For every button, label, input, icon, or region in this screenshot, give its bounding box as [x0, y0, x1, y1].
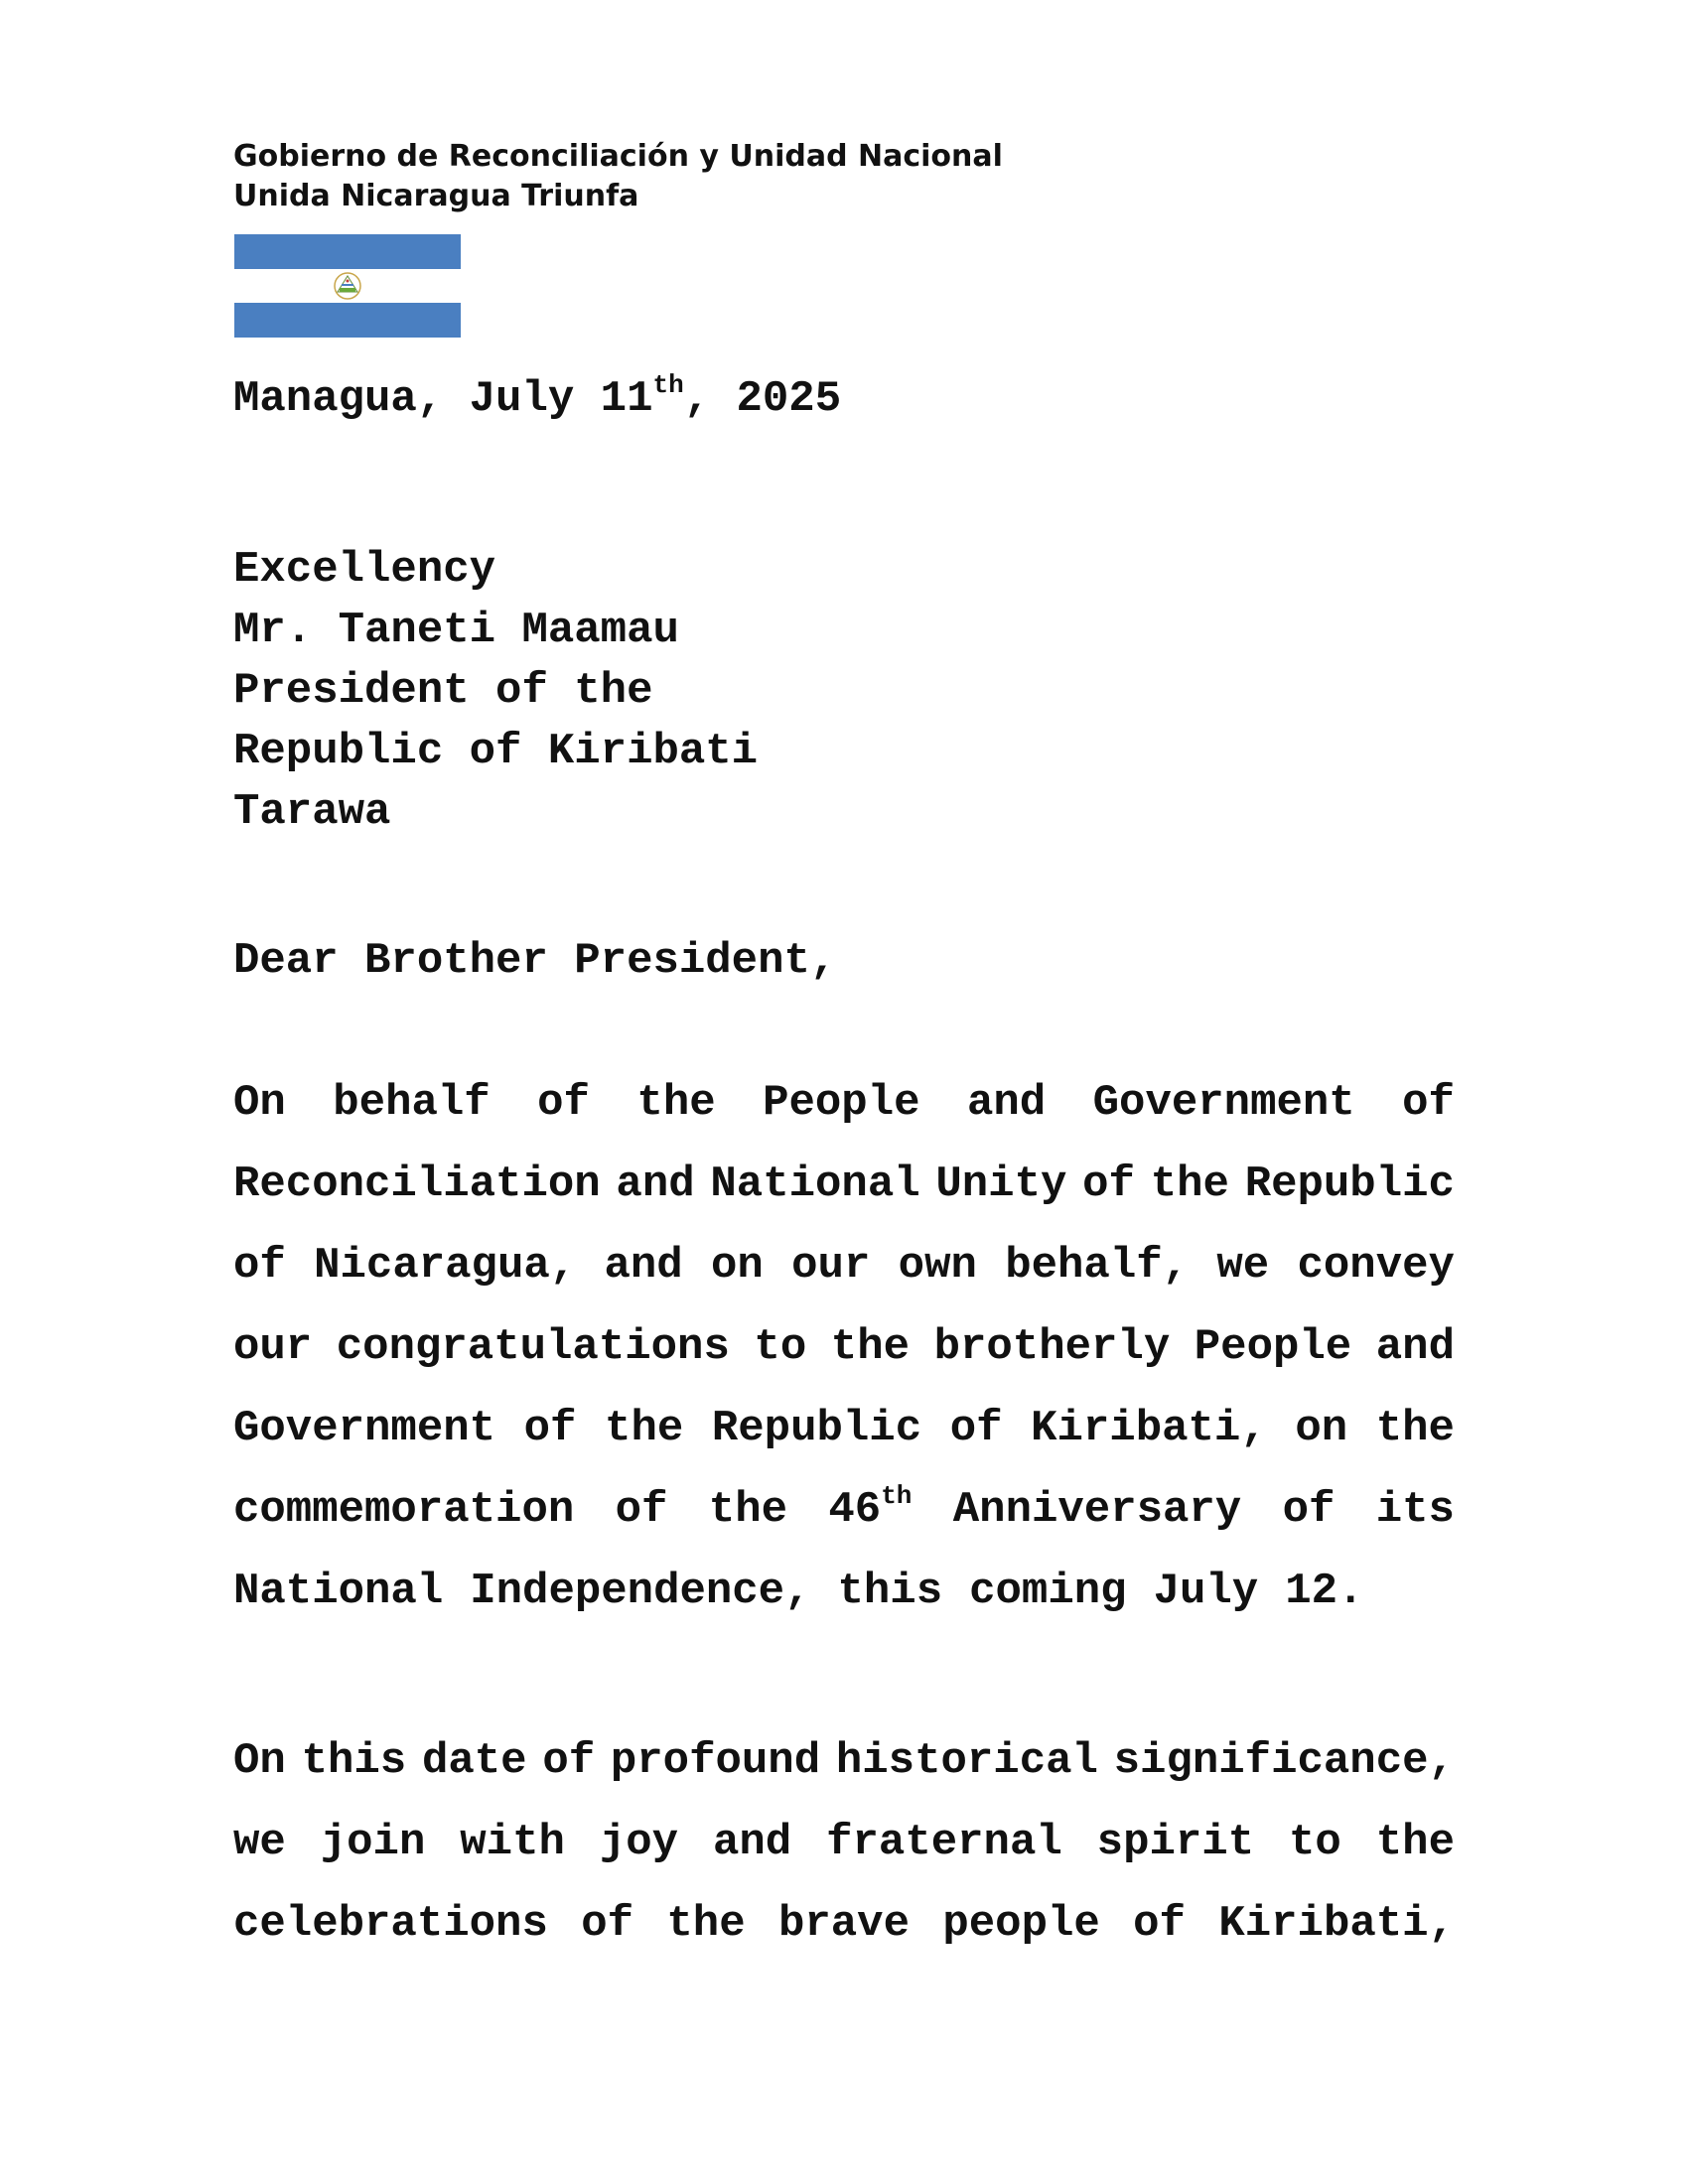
word: brave [777, 1899, 910, 1949]
paragraph-line [233, 1306, 1455, 1388]
word: and [712, 1818, 792, 1867]
word: on [711, 1241, 764, 1291]
salutation: Dear Brother President, [233, 936, 837, 986]
word: of [537, 1078, 590, 1128]
paragraph-line [233, 1388, 1455, 1469]
date-suffix: , 2025 [683, 374, 842, 424]
word: profound [610, 1736, 821, 1786]
date-prefix: Managua, July 11 [233, 374, 653, 424]
word: celebrations [233, 1899, 548, 1949]
word: commemoration [233, 1485, 575, 1535]
word: of [615, 1485, 668, 1535]
word: we [1216, 1241, 1270, 1291]
word: own [898, 1241, 977, 1291]
word: join [320, 1818, 426, 1867]
letterhead-slogan: Unida Nicaragua Triunfa [233, 179, 639, 213]
word: brotherly [933, 1322, 1171, 1372]
paragraph-line [233, 1144, 1455, 1225]
word: Government [233, 1404, 496, 1453]
word: and [616, 1160, 695, 1209]
word: our [233, 1322, 313, 1372]
word: on [1295, 1404, 1348, 1453]
word: of [523, 1404, 577, 1453]
word: of [1133, 1899, 1186, 1949]
word: Anniversary [952, 1485, 1242, 1535]
paragraph-line [233, 1062, 1455, 1144]
word: coming [969, 1567, 1127, 1616]
word: of [1082, 1160, 1135, 1209]
word: Government [1092, 1078, 1355, 1128]
word: Republic [711, 1404, 922, 1453]
word: the [830, 1322, 911, 1372]
word: 12. [1285, 1567, 1364, 1616]
recipient-address [233, 540, 758, 843]
word: we [233, 1818, 286, 1867]
word: historical [835, 1736, 1098, 1786]
word: the [708, 1485, 788, 1535]
address-line: Mr. Taneti Maamau [233, 606, 679, 655]
body-paragraph-1 [233, 1062, 1455, 1632]
word: the [1375, 1818, 1455, 1867]
word: of [949, 1404, 1003, 1453]
nicaragua-flag-icon [234, 234, 461, 338]
address-line: Republic of Kiribati [233, 727, 759, 776]
word: congratulations [336, 1322, 730, 1372]
word: and [966, 1078, 1047, 1128]
paragraph-line [233, 1883, 1455, 1965]
word: of [1282, 1485, 1336, 1535]
word: National [233, 1567, 444, 1616]
word: Reconciliation [233, 1160, 601, 1209]
body-paragraph-2 [233, 1720, 1455, 1965]
word: our [791, 1241, 871, 1291]
word: this [301, 1736, 407, 1786]
address-line: President of the [233, 666, 653, 716]
word: of [233, 1241, 286, 1291]
word: to [1289, 1818, 1341, 1867]
word: of [581, 1899, 634, 1949]
word: of [1402, 1078, 1455, 1128]
word: its [1375, 1485, 1455, 1535]
letterhead [233, 137, 1003, 216]
word: Unity [935, 1160, 1067, 1209]
word: People [763, 1078, 920, 1128]
word: to [754, 1322, 807, 1372]
word: Republic [1244, 1160, 1455, 1209]
word: Kiribati, [1218, 1899, 1455, 1949]
word: and [604, 1241, 683, 1291]
paragraph-line [233, 1225, 1455, 1306]
paragraph-line [233, 1720, 1455, 1802]
word: significance, [1113, 1736, 1455, 1786]
word: the [636, 1078, 716, 1128]
word: National [710, 1160, 920, 1209]
word: On [233, 1736, 286, 1786]
word: Kiribati, [1031, 1404, 1267, 1453]
word: behalf, [1005, 1241, 1190, 1291]
letterhead-government-name: Gobierno de Reconciliación y Unidad Nacional [233, 139, 1003, 174]
anniversary-number [828, 1469, 912, 1551]
paragraph-line [233, 1469, 1455, 1551]
date-ordinal: th [652, 370, 684, 401]
word: and [1375, 1322, 1455, 1372]
word: July [1153, 1567, 1259, 1616]
word: convey [1297, 1241, 1455, 1291]
word: behalf [333, 1078, 491, 1128]
anniversary-count: 46 [828, 1485, 882, 1535]
word: the [666, 1899, 746, 1949]
address-line: Tarawa [233, 787, 391, 837]
word: the [1375, 1404, 1455, 1453]
word: spirit [1096, 1818, 1255, 1867]
letter-date [233, 371, 841, 427]
word: this [837, 1567, 943, 1616]
word: joy [599, 1818, 679, 1867]
word: people [942, 1899, 1100, 1949]
word: the [1150, 1160, 1229, 1209]
address-line: Excellency [233, 545, 496, 595]
word: fraternal [826, 1818, 1062, 1867]
word: the [605, 1404, 684, 1453]
paragraph-line [233, 1551, 1455, 1632]
anniversary-ordinal: th [881, 1481, 913, 1512]
word: date [421, 1736, 527, 1786]
word: Independence, [470, 1567, 811, 1616]
word: of [542, 1736, 596, 1786]
word: People [1194, 1322, 1352, 1372]
word: with [460, 1818, 565, 1867]
word: Nicaragua, [314, 1241, 577, 1291]
paragraph-line [233, 1802, 1455, 1883]
word: On [233, 1078, 286, 1128]
